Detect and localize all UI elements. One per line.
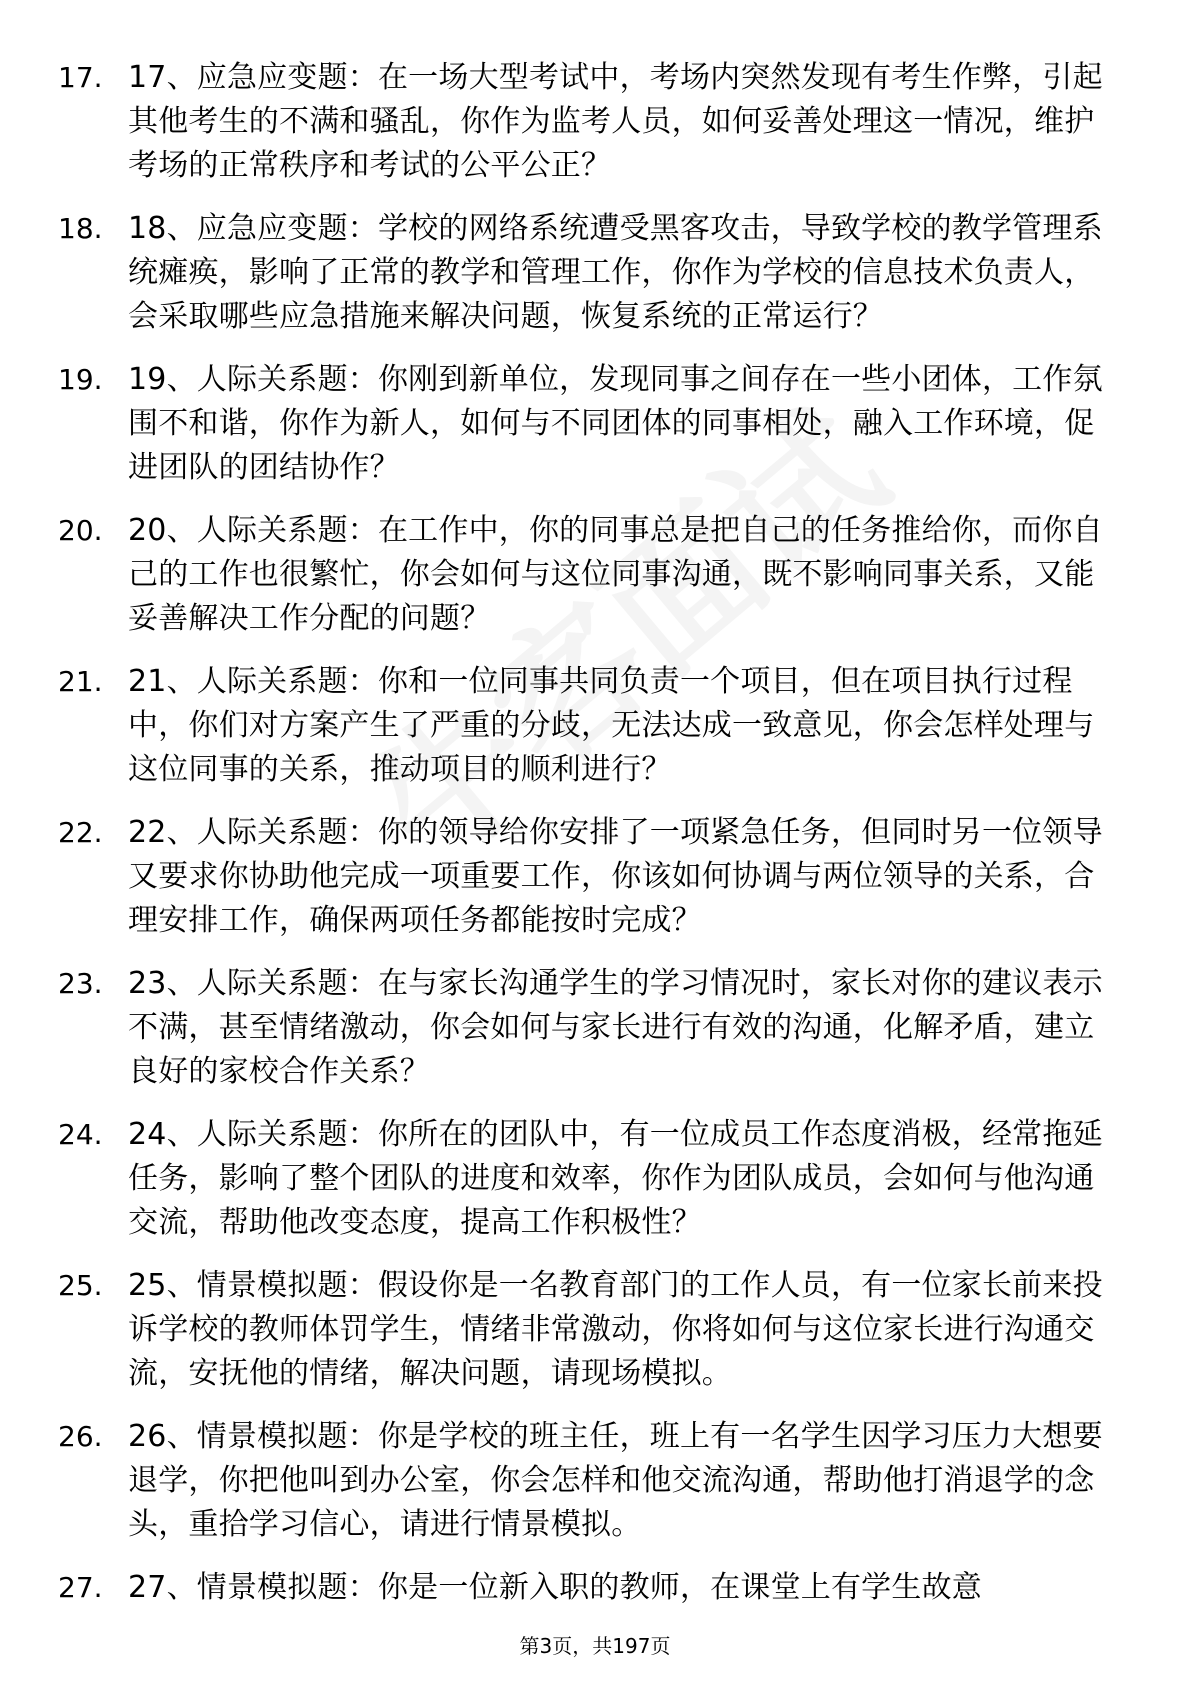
item-text: 18、应急应变题：学校的网络系统遭受黑客攻击，导致学校的教学管理系统瘫痪，影响了正常的教学和管理工作，你作为学校的信息技术负责人，会采取哪些应急措施来解决问题，恢复系统的正常运行？ <box>128 211 1103 334</box>
list-item <box>58 1264 1118 1396</box>
list-item <box>58 1415 1118 1547</box>
item-text: 22、人际关系题：你的领导给你安排了一项紧急任务，但同时另一位领导又要求你协助他完成一项重要工作，你该如何协调与两位领导的关系，合理安排工作，确保两项任务都能按时完成？ <box>128 815 1103 938</box>
item-text: 20、人际关系题：在工作中，你的同事总是把自己的任务推给你，而你自己的工作也很繁忙，你会如何与这位同事沟通，既不影响同事关系，又能妥善解决工作分配的问题？ <box>128 513 1103 636</box>
item-text: 19、人际关系题：你刚到新单位，发现同事之间存在一些小团体，工作氛围不和谐，你作为新人，如何与不同团体的同事相处，融入工作环境，促进团队的团结协作？ <box>128 362 1103 485</box>
item-number: 23. <box>58 967 103 1000</box>
item-number: 19. <box>58 363 103 396</box>
item-text: 17、应急应变题：在一场大型考试中，考场内突然发现有考生作弊，引起其他考生的不满和骚乱，你作为监考人员，如何妥善处理这一情况，维护考场的正常秩序和考试的公平公正？ <box>128 60 1103 183</box>
list-item <box>58 1113 1118 1245</box>
page-footer: 第3页，共197页 <box>519 1634 671 1658</box>
list-item <box>58 962 1118 1094</box>
list-item <box>58 509 1118 641</box>
item-number: 21. <box>58 665 103 698</box>
item-text: 26、情景模拟题：你是学校的班主任，班上有一名学生因学习压力大想要退学，你把他叫到办公室，你会怎样和他交流沟通，帮助他打消退学的念头，重拾学习信心，请进行情景模拟。 <box>128 1419 1103 1542</box>
list-item <box>58 207 1118 339</box>
item-number: 17. <box>58 61 103 94</box>
item-text: 23、人际关系题：在与家长沟通学生的学习情况时，家长对你的建议表示不满，甚至情绪激动，你会如何与家长进行有效的沟通，化解矛盾，建立良好的家校合作关系？ <box>128 966 1103 1089</box>
item-number: 26. <box>58 1420 103 1453</box>
item-number: 24. <box>58 1118 103 1151</box>
item-text: 21、人际关系题：你和一位同事共同负责一个项目，但在项目执行过程中，你们对方案产生了严重的分歧，无法达成一致意见，你会怎样处理与这位同事的关系，推动项目的顺利进行？ <box>128 664 1095 787</box>
item-number: 20. <box>58 514 103 547</box>
list-item <box>58 358 1118 490</box>
item-number: 22. <box>58 816 103 849</box>
item-number: 18. <box>58 212 103 245</box>
item-text: 24、人际关系题：你所在的团队中，有一位成员工作态度消极，经常拖延任务，影响了整个团队的进度和效率，你作为团队成员，会如何与他沟通交流，帮助他改变态度，提高工作积极性？ <box>128 1117 1103 1240</box>
item-number: 27. <box>58 1571 103 1604</box>
list-item <box>58 1566 1118 1610</box>
item-number: 25. <box>58 1269 103 1302</box>
list-item <box>58 811 1118 943</box>
list-item <box>58 56 1118 188</box>
item-text: 27、情景模拟题：你是一位新入职的教师，在课堂上有学生故意 <box>128 1570 982 1605</box>
list-item <box>58 660 1118 792</box>
item-text: 25、情景模拟题：假设你是一名教育部门的工作人员，有一位家长前来投诉学校的教师体罚学生，情绪非常激动，你将如何与这位家长进行沟通交流，安抚他的情绪，解决问题，请现场模拟。 <box>128 1268 1103 1391</box>
question-list <box>58 56 1118 1629</box>
